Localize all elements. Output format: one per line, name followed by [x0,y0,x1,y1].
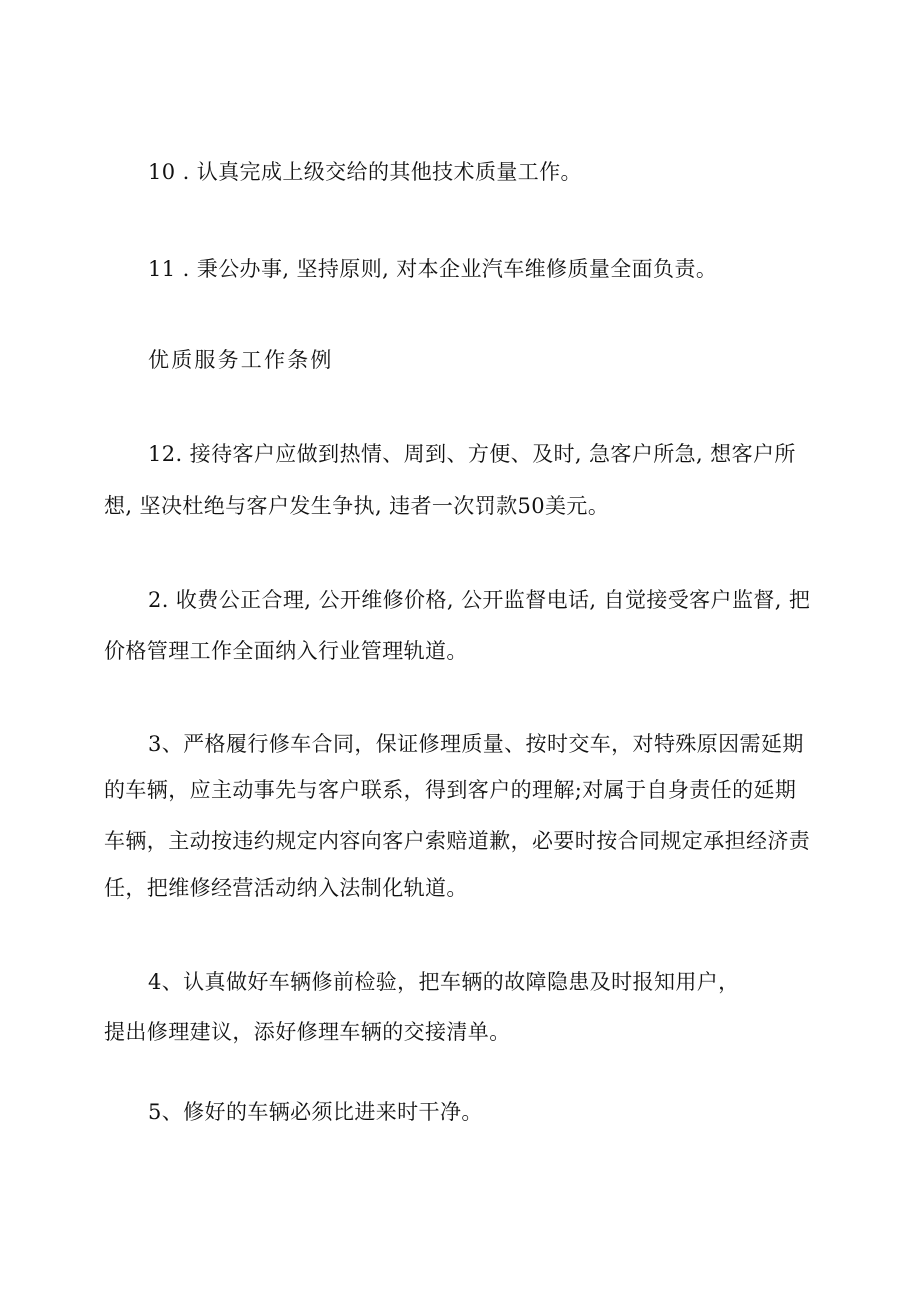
item-3-line-3: 车辆，主动按违约规定内容向客户索赔道歉，必要时按合同规定承担经济责 [104,829,811,853]
item-3-line-1: 3、严格履行修车合同，保证修理质量、按时交车，对特殊原因需延期 [148,732,804,756]
section-heading: 优质服务工作条例 [148,348,334,372]
item-3-line-2: 的车辆，应主动事先与客户联系，得到客户的理解;对属于自身责任的延期 [104,778,797,802]
item-12-line-2: 想, 坚决杜绝与客户发生争执, 违者一次罚款50美元。 [104,494,610,518]
item-11: 11 . 秉公办事, 坚持原则, 对本企业汽车维修质量全面负责。 [148,257,718,281]
item-12-line-1: 12. 接待客户应做到热情、周到、方便、及时, 急客户所急, 想客户所 [148,442,796,466]
item-5: 5、修好的车辆必须比进来时干净。 [148,1100,483,1124]
item-10: 10 . 认真完成上级交给的其他技术质量工作。 [148,160,582,184]
item-4-line-2: 提出修理建议，添好修理车辆的交接清单。 [104,1020,511,1044]
item-3-line-4: 任，把维修经营活动纳入法制化轨道。 [104,876,468,900]
item-2-line-2: 价格管理工作全面纳入行业管理轨道。 [104,639,468,663]
item-2-line-1: 2. 收费公正合理, 公开维修价格, 公开监督电话, 自觉接受客户监督, 把 [148,588,811,612]
item-4-line-1: 4、认真做好车辆修前检验，把车辆的故障隐患及时报知用户， [148,970,740,994]
